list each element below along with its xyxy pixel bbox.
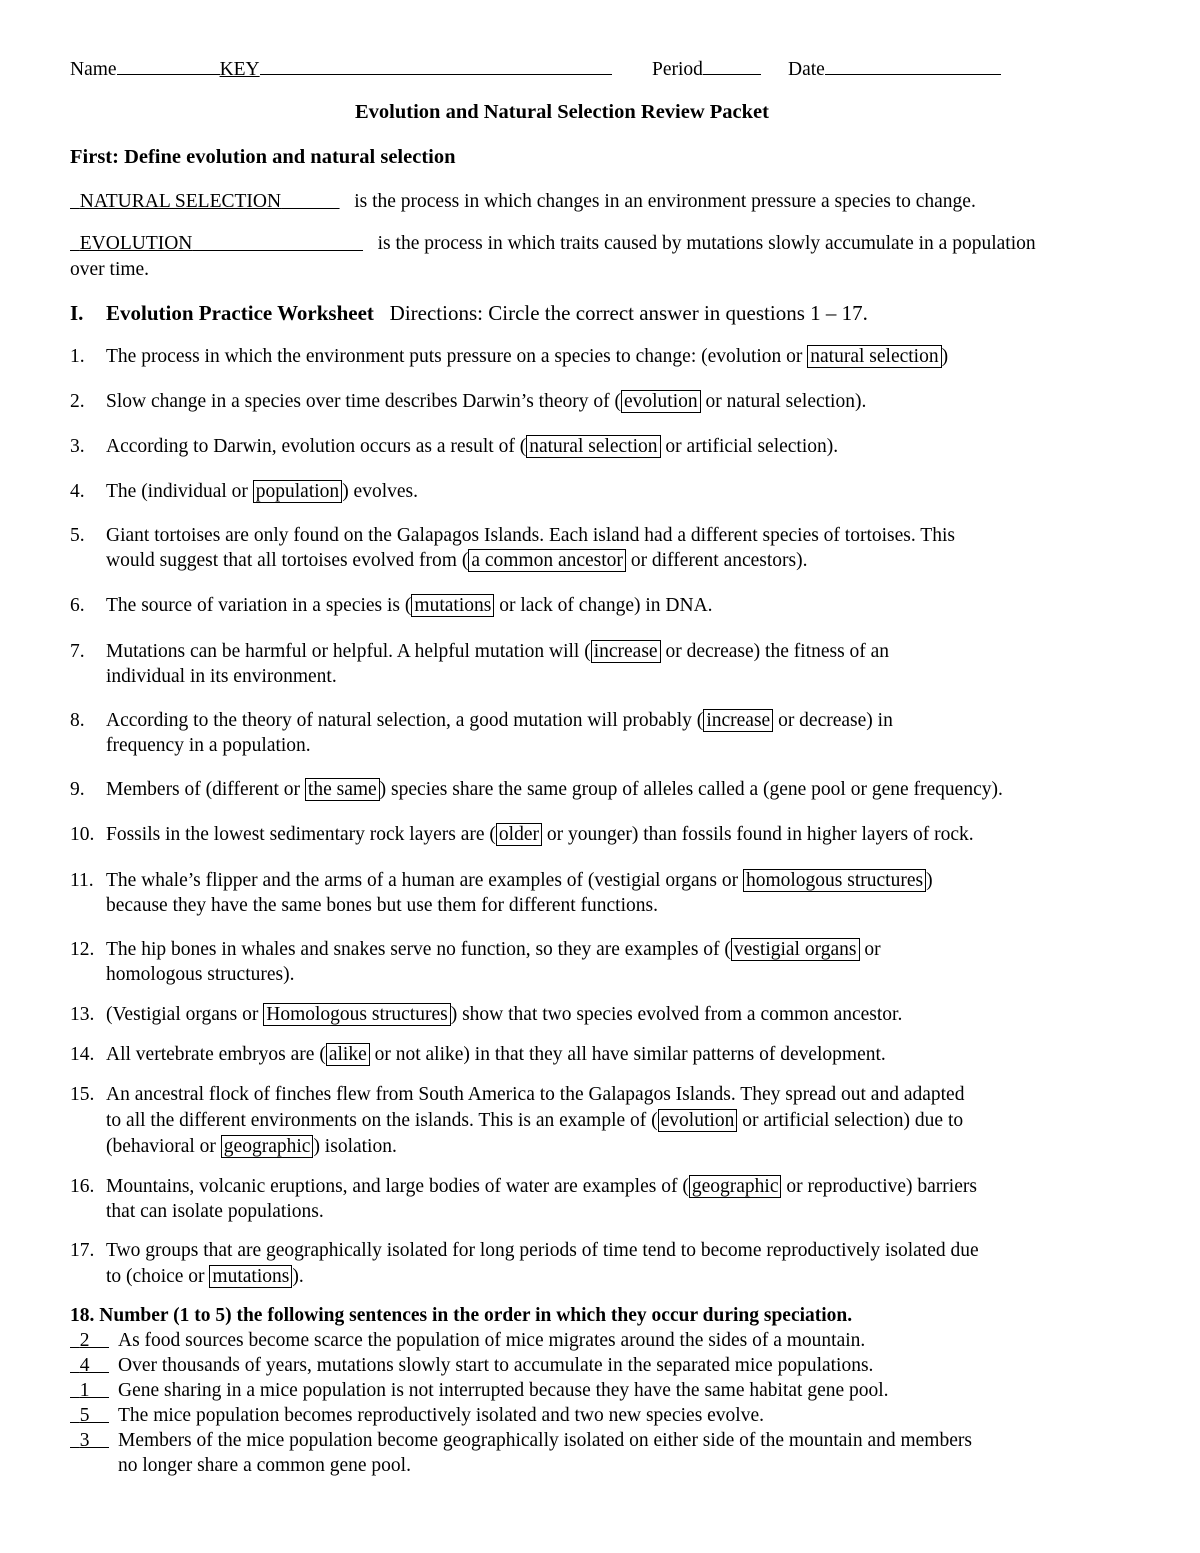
answer-box: increase [703, 709, 773, 732]
answer-box: evolution [621, 390, 701, 413]
answer-box: geographic [689, 1175, 782, 1198]
answer-box: mutations [209, 1265, 292, 1288]
section-one-directions: Directions: Circle the correct answer in questions 1 – 17. [389, 301, 868, 325]
answer-box: Homologous structures [263, 1003, 450, 1026]
question-7-cont: individual in its environment. [106, 666, 337, 687]
answer-box: mutations [411, 594, 494, 617]
question-5: 5. Giant tortoises are only found on the Galapagos Islands. Each island had a different species of tortoises. This [70, 525, 955, 546]
name-label: Name [70, 59, 117, 80]
question-11-cont: because they have the same bones but use them for different functions. [106, 895, 658, 916]
question-16: 16. Mountains, volcanic eruptions, and large bodies of water are examples of ( geographic or reproductive) barriers [70, 1176, 977, 1197]
answer-box: natural selection [807, 345, 941, 368]
question-8-cont: frequency in a population. [106, 735, 311, 756]
question-10: 10. Fossils in the lowest sedimentary rock layers are ( older or younger) than fossils found in higher layers of rock. [70, 824, 974, 845]
order-number: 2 [79, 1330, 90, 1351]
question-5-cont: would suggest that all tortoises evolved from ( a common ancestor or different ancestors). [106, 550, 808, 571]
order-number: 1 [79, 1380, 90, 1401]
answer-box: increase [591, 640, 661, 663]
order-item: 3 Members of the mice population become geographically isolated on either side of the mountain and members [79, 1430, 972, 1451]
question-11: 11. The whale’s flipper and the arms of a human are examples of (vestigial organs or homologous structures ) [70, 870, 933, 891]
period-label: Period [652, 59, 703, 80]
question-9: 9. Members of (different or the same ) species share the same group of alleles called a (gene pool or gene frequency). [70, 779, 1003, 800]
answer-box: a common ancestor [468, 549, 626, 572]
question-12: 12. The hip bones in whales and snakes serve no function, so they are examples of ( vestigial organs or [70, 939, 881, 960]
question-15-cont: to all the different environments on the islands. This is an example of ( evolution or artificial selection) due to [106, 1110, 964, 1131]
question-15-cont-2: (behavioral or geographic ) isolation. [106, 1136, 397, 1157]
question-17-cont: to (choice or mutations ). [106, 1266, 304, 1287]
answer-box: population [253, 480, 342, 503]
def2-term: EVOLUTION [79, 233, 193, 254]
first-heading: First: Define evolution and natural selection [70, 146, 456, 168]
answer-box: evolution [658, 1109, 738, 1132]
question-12-cont: homologous structures). [106, 964, 295, 985]
header-line [70, 56, 612, 81]
question-16-cont: that can isolate populations. [106, 1201, 324, 1222]
order-number: 5 [79, 1405, 90, 1426]
definition-evolution [70, 233, 1036, 255]
question-14: 14. All vertebrate embryos are ( alike or not alike) in that they all have similar patterns of development. [70, 1044, 886, 1065]
question-3: 3. According to Darwin, evolution occurs as a result of ( natural selection or artificial selection). [70, 436, 839, 457]
order-item: 4 Over thousands of years, mutations slowly start to accumulate in the separated mice populations. [79, 1355, 874, 1376]
answer-box: older [496, 823, 542, 846]
date-label: Date [788, 59, 825, 80]
answer-box: natural selection [526, 435, 660, 458]
question-4: 4. The (individual or population ) evolves. [70, 481, 418, 502]
def1-term: NATURAL SELECTION [79, 191, 282, 212]
question-1: 1. The process in which the environment puts pressure on a species to change: (evolution or natural selection ) [70, 346, 949, 367]
section-one-heading: I. Evolution Practice Worksheet Directions: Circle the correct answer in questions 1 – 17. [70, 301, 868, 325]
answer-box: the same [305, 778, 380, 801]
order-number: 3 [79, 1430, 90, 1451]
question-6: 6. The source of variation in a species is ( mutations or lack of change) in DNA. [70, 595, 713, 616]
question-18-heading: 18. Number (1 to 5) the following sentences in the order in which they occur during speciation. [70, 1305, 853, 1326]
order-item: 5 The mice population becomes reproductively isolated and two new species evolve. [79, 1405, 765, 1426]
order-item-cont: no longer share a common gene pool. [118, 1455, 411, 1476]
def2-text: is the process in which traits caused by mutations slowly accumulate in a population [377, 233, 1036, 254]
def1-text: is the process in which changes in an environment pressure a species to change. [354, 191, 976, 212]
def2-continued: over time. [70, 259, 150, 280]
question-7: 7. Mutations can be harmful or helpful. A helpful mutation will ( increase or decrease) the fitness of an [70, 641, 890, 662]
page-title: Evolution and Natural Selection Review Packet [355, 101, 769, 123]
answer-box: vestigial organs [731, 938, 860, 961]
order-item: 2 As food sources become scarce the population of mice migrates around the sides of a mountain. [79, 1330, 866, 1351]
answer-box: alike [326, 1043, 370, 1066]
question-17: 17. Two groups that are geographically isolated for long periods of time tend to become reproductively isolated due [70, 1240, 979, 1261]
order-number: 4 [79, 1355, 90, 1376]
question-8: 8. According to the theory of natural selection, a good mutation will probably ( increase or decrease) in [70, 710, 893, 731]
section-one-title: Evolution Practice Worksheet [106, 301, 374, 325]
order-item: 1 Gene sharing in a mice population is not interrupted because they have the same habitat gene pool. [79, 1380, 889, 1401]
period-field [652, 56, 761, 81]
answer-box: homologous structures [743, 869, 926, 892]
name-value: KEY [219, 59, 260, 80]
question-15: 15. An ancestral flock of finches flew from South America to the Galapagos Islands. They spread out and adapted [70, 1084, 965, 1105]
date-field [788, 56, 1001, 81]
answer-box: geographic [221, 1135, 314, 1158]
question-2: 2. Slow change in a species over time describes Darwin’s theory of ( evolution or natural selection). [70, 391, 867, 412]
question-13: 13. (Vestigial organs or Homologous structures ) show that two species evolved from a common ancestor. [70, 1004, 903, 1025]
definition-natural-selection [70, 191, 976, 213]
